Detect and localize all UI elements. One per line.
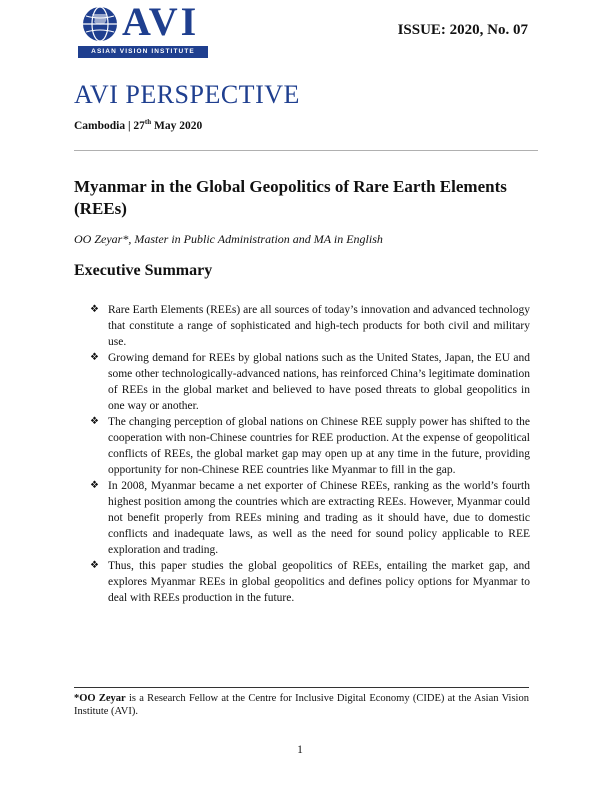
bullet-text: Thus, this paper studies the global geopolitics of REEs, entailing the market gap, and explores Myanmar REEs in global geopolitics and defines policy options for Myanmar to deal with REEs production in the future.	[108, 560, 530, 604]
bullet-text: The changing perception of global nations on Chinese REE supply power has shifted to the cooperation with non-Chinese countries for REE production. At the expense of geopolitical conflicts of REEs, the global market gap may open up at any time in the future, providing opportunity for non-Chinese REE countries like Myanmar to fill in the gap.	[108, 416, 530, 476]
dateline-date: May 2020	[151, 119, 203, 132]
footnote-divider	[74, 687, 529, 688]
dateline	[74, 118, 202, 132]
avi-logo	[78, 2, 210, 60]
dateline-place: Cambodia | 27	[74, 119, 145, 132]
diamond-bullet-icon: ❖	[90, 560, 99, 571]
list-item	[90, 414, 530, 478]
diamond-bullet-icon: ❖	[90, 352, 99, 363]
series-title: AVI PERSPECTIVE	[74, 80, 300, 109]
diamond-bullet-icon: ❖	[90, 416, 99, 427]
list-item	[90, 350, 530, 414]
list-item	[90, 478, 530, 558]
footnote	[74, 692, 529, 718]
header-divider	[74, 150, 538, 151]
footnote-text: is a Research Fellow at the Centre for Inclusive Digital Economy (CIDE) at the Asian Vision Institute (AVI).	[74, 693, 529, 717]
diamond-bullet-icon: ❖	[90, 480, 99, 491]
bullet-text: In 2008, Myanmar became a net exporter of Chinese REEs, ranking as the world’s fourth highest position among the countries which are extracting REEs. However, Myanmar could not benefit properly from REEs mining and trading as it should have, due to domestic conflicts and inadequate laws, as well as the need for sound policy applicable to REE exploration and trading.	[108, 480, 530, 556]
article-author: OO Zeyar*, Master in Public Administration and MA in English	[74, 232, 383, 246]
executive-summary-list	[90, 302, 530, 606]
page-number: 1	[297, 744, 303, 756]
list-item	[90, 302, 530, 350]
logo-tagline: ASIAN VISION INSTITUTE	[78, 46, 208, 58]
list-item	[90, 558, 530, 606]
globe-icon	[82, 6, 118, 42]
dateline-ordinal: th	[144, 118, 152, 126]
bullet-text: Growing demand for REEs by global nations such as the United States, Japan, the EU and some other technologically-advanced nations, has reinforced China’s legitimate domination of REEs in the global market and believed to have posed threats to global geopolitics in one way or another.	[108, 352, 530, 412]
bullet-text: Rare Earth Elements (REEs) are all sources of today’s innovation and advanced technology that constitute a range of sophisticated and high-tech products for both civil and military use.	[108, 304, 530, 348]
article-title: Myanmar in the Global Geopolitics of Rare Earth Elements (REEs)	[74, 177, 507, 218]
footnote-name: *OO Zeyar	[74, 693, 126, 704]
issue-number: ISSUE: 2020, No. 07	[397, 22, 528, 38]
diamond-bullet-icon: ❖	[90, 304, 99, 315]
executive-summary-heading: Executive Summary	[74, 262, 213, 279]
logo-wordmark: AVI	[122, 0, 200, 44]
